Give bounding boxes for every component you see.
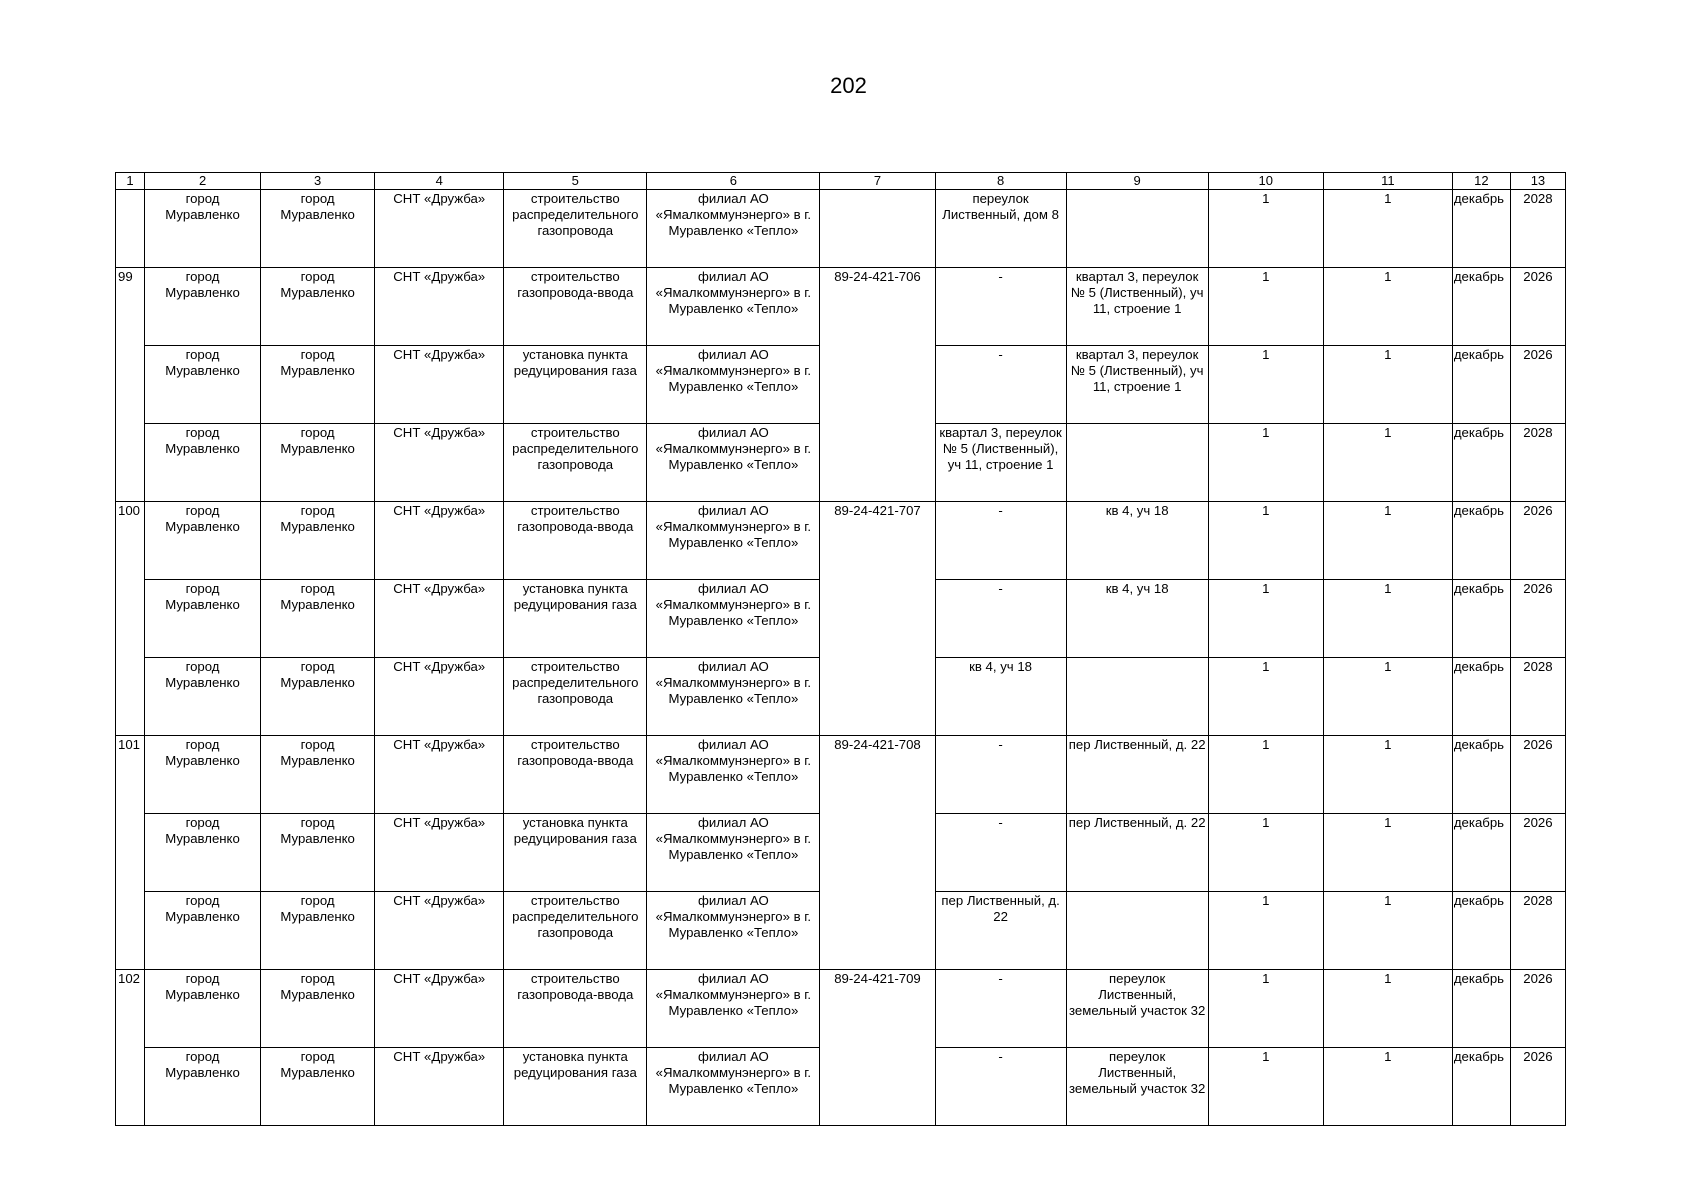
address-cell: - [935,346,1066,424]
municipality-cell: город Муравленко [145,736,261,814]
municipality-cell: город Муравленко [145,502,261,580]
count-cell: 1 [1208,190,1323,268]
organization-cell: филиал АО «Ямалкоммунэнерго» в г. Муравленко «Тепло» [647,346,820,424]
table-row [116,970,1566,1048]
organization-cell: филиал АО «Ямалкоммунэнерго» в г. Муравленко «Тепло» [647,424,820,502]
count-cell: 1 [1208,502,1323,580]
year-cell: 2026 [1510,970,1565,1048]
count-cell: 1 [1208,268,1323,346]
year-cell: 2028 [1510,424,1565,502]
municipality-cell: город Муравленко [145,346,261,424]
count-cell: 1 [1323,268,1452,346]
count-cell: 1 [1323,502,1452,580]
object-cell: СНТ «Дружба» [375,502,504,580]
column-header: 8 [935,173,1066,190]
year-cell: 2028 [1510,190,1565,268]
object-cell: СНТ «Дружба» [375,424,504,502]
year-cell: 2028 [1510,892,1565,970]
address-cell: - [935,1048,1066,1126]
column-header: 7 [820,173,935,190]
count-cell: 1 [1323,736,1452,814]
table-row [116,268,1566,346]
count-cell: 1 [1323,580,1452,658]
address-cell: квартал 3, переулок № 5 (Лиственный), уч 11, строение 1 [935,424,1066,502]
municipality-cell: город Муравленко [145,190,261,268]
column-header: 3 [261,173,375,190]
object-cell: СНТ «Дружба» [375,814,504,892]
object-cell: СНТ «Дружба» [375,346,504,424]
column-header: 1 [116,173,145,190]
count-cell: 1 [1208,814,1323,892]
address-cell: - [935,970,1066,1048]
year-cell: 2026 [1510,736,1565,814]
object-cell: СНТ «Дружба» [375,268,504,346]
address-cell: - [935,814,1066,892]
settlement-cell: город Муравленко [261,658,375,736]
work-type-cell: строительство газопровода-ввода [504,502,647,580]
column-header: 11 [1323,173,1452,190]
address-cell: кв 4, уч 18 [935,658,1066,736]
column-header: 6 [647,173,820,190]
address-detail-cell [1066,892,1208,970]
count-cell: 1 [1208,1048,1323,1126]
settlement-cell: город Муравленко [261,970,375,1048]
address-detail-cell [1066,658,1208,736]
month-cell: декабрь [1452,580,1510,658]
count-cell: 1 [1208,346,1323,424]
column-header: 12 [1452,173,1510,190]
month-cell: декабрь [1452,658,1510,736]
municipality-cell: город Муравленко [145,814,261,892]
organization-cell: филиал АО «Ямалкоммунэнерго» в г. Муравленко «Тепло» [647,1048,820,1126]
row-number-cell: 101 [116,736,145,970]
organization-cell: филиал АО «Ямалкоммунэнерго» в г. Муравленко «Тепло» [647,658,820,736]
month-cell: декабрь [1452,736,1510,814]
address-detail-cell: переулок Лиственный, земельный участок 32 [1066,970,1208,1048]
organization-cell: филиал АО «Ямалкоммунэнерго» в г. Муравленко «Тепло» [647,970,820,1048]
organization-cell: филиал АО «Ямалкоммунэнерго» в г. Муравленко «Тепло» [647,892,820,970]
address-cell: - [935,268,1066,346]
organization-cell: филиал АО «Ямалкоммунэнерго» в г. Муравленко «Тепло» [647,268,820,346]
municipality-cell: город Муравленко [145,424,261,502]
address-cell: - [935,580,1066,658]
address-detail-cell [1066,190,1208,268]
year-cell: 2028 [1510,658,1565,736]
month-cell: декабрь [1452,892,1510,970]
work-type-cell: установка пункта редуцирования газа [504,1048,647,1126]
table-row [116,736,1566,814]
month-cell: декабрь [1452,814,1510,892]
month-cell: декабрь [1452,502,1510,580]
address-detail-cell: кв 4, уч 18 [1066,502,1208,580]
settlement-cell: город Муравленко [261,892,375,970]
count-cell: 1 [1323,814,1452,892]
column-header: 4 [375,173,504,190]
municipality-cell: город Муравленко [145,658,261,736]
count-cell: 1 [1208,736,1323,814]
work-type-cell: строительство распределительного газопровода [504,190,647,268]
count-cell: 1 [1208,424,1323,502]
municipality-cell: город Муравленко [145,970,261,1048]
address-cell: - [935,736,1066,814]
object-cell: СНТ «Дружба» [375,190,504,268]
count-cell: 1 [1208,892,1323,970]
address-detail-cell: квартал 3, переулок № 5 (Лиственный), уч 11, строение 1 [1066,268,1208,346]
table-row [116,502,1566,580]
code-cell: 89-24-421-708 [820,736,935,970]
column-header: 2 [145,173,261,190]
count-cell: 1 [1323,892,1452,970]
column-header: 9 [1066,173,1208,190]
work-type-cell: установка пункта редуцирования газа [504,580,647,658]
organization-cell: филиал АО «Ямалкоммунэнерго» в г. Муравленко «Тепло» [647,814,820,892]
work-type-cell: строительство газопровода-ввода [504,970,647,1048]
year-cell: 2026 [1510,268,1565,346]
organization-cell: филиал АО «Ямалкоммунэнерго» в г. Муравленко «Тепло» [647,502,820,580]
count-cell: 1 [1323,1048,1452,1126]
address-detail-cell [1066,424,1208,502]
object-cell: СНТ «Дружба» [375,892,504,970]
table-row [116,190,1566,268]
address-cell: переулок Лиственный, дом 8 [935,190,1066,268]
row-number-cell: 100 [116,502,145,736]
year-cell: 2026 [1510,580,1565,658]
work-type-cell: строительство газопровода-ввода [504,736,647,814]
month-cell: декабрь [1452,346,1510,424]
code-cell [820,190,935,268]
address-cell: пер Лиственный, д. 22 [935,892,1066,970]
object-cell: СНТ «Дружба» [375,658,504,736]
settlement-cell: город Муравленко [261,1048,375,1126]
count-cell: 1 [1323,658,1452,736]
work-type-cell: строительство газопровода-ввода [504,268,647,346]
count-cell: 1 [1323,346,1452,424]
construction-plan-table [115,172,1566,1126]
count-cell: 1 [1323,970,1452,1048]
year-cell: 2026 [1510,346,1565,424]
settlement-cell: город Муравленко [261,580,375,658]
year-cell: 2026 [1510,814,1565,892]
page-number: 202 [830,73,867,98]
municipality-cell: город Муравленко [145,1048,261,1126]
month-cell: декабрь [1452,190,1510,268]
municipality-cell: город Муравленко [145,268,261,346]
address-detail-cell: квартал 3, переулок № 5 (Лиственный), уч 11, строение 1 [1066,346,1208,424]
address-detail-cell: пер Лиственный, д. 22 [1066,736,1208,814]
month-cell: декабрь [1452,424,1510,502]
column-number-row [116,173,1566,190]
code-cell: 89-24-421-707 [820,502,935,736]
row-number-cell: 99 [116,268,145,502]
organization-cell: филиал АО «Ямалкоммунэнерго» в г. Муравленко «Тепло» [647,190,820,268]
month-cell: декабрь [1452,1048,1510,1126]
code-cell: 89-24-421-706 [820,268,935,502]
work-type-cell: установка пункта редуцирования газа [504,346,647,424]
settlement-cell: город Муравленко [261,424,375,502]
settlement-cell: город Муравленко [261,736,375,814]
column-header: 13 [1510,173,1565,190]
work-type-cell: строительство распределительного газопровода [504,892,647,970]
settlement-cell: город Муравленко [261,814,375,892]
organization-cell: филиал АО «Ямалкоммунэнерго» в г. Муравленко «Тепло» [647,736,820,814]
settlement-cell: город Муравленко [261,190,375,268]
month-cell: декабрь [1452,268,1510,346]
address-detail-cell: переулок Лиственный, земельный участок 32 [1066,1048,1208,1126]
work-type-cell: установка пункта редуцирования газа [504,814,647,892]
settlement-cell: город Муравленко [261,502,375,580]
address-detail-cell: кв 4, уч 18 [1066,580,1208,658]
count-cell: 1 [1323,424,1452,502]
work-type-cell: строительство распределительного газопровода [504,658,647,736]
object-cell: СНТ «Дружба» [375,736,504,814]
object-cell: СНТ «Дружба» [375,580,504,658]
row-number-cell [116,190,145,268]
year-cell: 2026 [1510,1048,1565,1126]
settlement-cell: город Муравленко [261,268,375,346]
municipality-cell: город Муравленко [145,892,261,970]
row-number-cell: 102 [116,970,145,1126]
object-cell: СНТ «Дружба» [375,1048,504,1126]
month-cell: декабрь [1452,970,1510,1048]
object-cell: СНТ «Дружба» [375,970,504,1048]
work-type-cell: строительство распределительного газопровода [504,424,647,502]
organization-cell: филиал АО «Ямалкоммунэнерго» в г. Муравленко «Тепло» [647,580,820,658]
address-cell: - [935,502,1066,580]
year-cell: 2026 [1510,502,1565,580]
code-cell: 89-24-421-709 [820,970,935,1126]
column-header: 10 [1208,173,1323,190]
address-detail-cell: пер Лиственный, д. 22 [1066,814,1208,892]
count-cell: 1 [1208,658,1323,736]
column-header: 5 [504,173,647,190]
count-cell: 1 [1208,970,1323,1048]
count-cell: 1 [1208,580,1323,658]
municipality-cell: город Муравленко [145,580,261,658]
count-cell: 1 [1323,190,1452,268]
settlement-cell: город Муравленко [261,346,375,424]
